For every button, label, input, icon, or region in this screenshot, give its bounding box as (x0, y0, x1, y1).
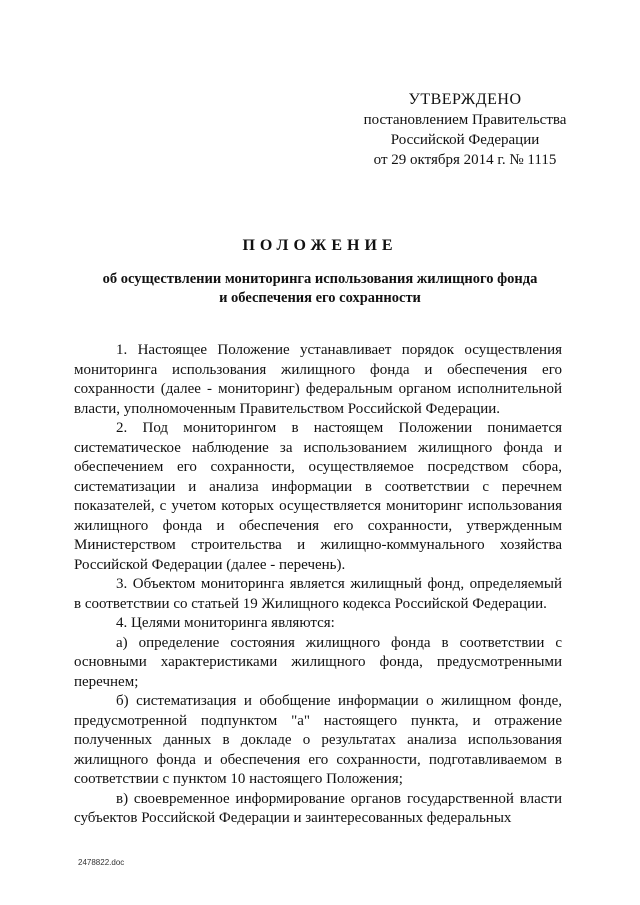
paragraph-2: 2. Под мониторингом в настоящем Положении понимается систематическое наблюдение за использованием жилищного фонда и обеспечением его сохранности, осуществляемое посредством сбора, систематизации и анализа информации в соответствии с перечнем показателей, с учетом которых осуществляется мониторинг использования жилищного фонда и обеспечения его сохранности, утвержденным Министерством строительства и жилищно-коммунального хозяйства Российской Федерации (далее - перечень). (74, 420, 562, 573)
document-title: ПОЛОЖЕНИЕ (242, 237, 398, 254)
paragraph-3: 3. Объектом мониторинга является жилищный фонд, определяемый в соответствии со статьей 19 Жилищного кодекса Российской Федерации. (74, 576, 562, 612)
subtitle-line-1: об осуществлении мониторинга использования жилищного фонда (102, 271, 538, 287)
document-subtitle (60, 270, 580, 308)
approval-line-federation: Российской Федерации (390, 132, 540, 148)
paragraph-4a: а) определение состояния жилищного фонда в соответствии с основными характеристиками жилищного фонда, предусмотренными перечнем; (74, 634, 562, 690)
subtitle-line-2: и обеспечения его сохранности (219, 290, 421, 306)
paragraph-1: 1. Настоящее Положение устанавливает порядок осуществления мониторинга использования жилищного фонда и обеспечения его сохранности (далее - мониторинг) федеральным органом исполнительной власти, уполномоченным Правительством Российской Федерации. (74, 342, 562, 417)
footer-filename: 2478822.doc (78, 858, 125, 867)
document-body (74, 341, 562, 829)
approval-title: УТВЕРЖДЕНО (408, 91, 522, 108)
paragraph-4b: б) систематизация и обобщение информации о жилищном фонде, предусмотренной подпунктом "а" настоящего пункта, и отражение полученных данных в докладе о результатах анализа использования жилищного фонда и обеспечения его сохранности, подготавливаемом в соответствии с пунктом 10 настоящего Положения; (74, 693, 562, 787)
approval-line-date-number: от 29 октября 2014 г. № 1115 (373, 152, 557, 168)
approval-block (320, 90, 610, 170)
paragraph-4: 4. Целями мониторинга являются: (116, 615, 335, 631)
paragraph-4c: в) своевременное информирование органов государственной власти субъектов Российской Федерации и заинтересованных федеральных (74, 790, 562, 826)
approval-line-resolution: постановлением Правительства (363, 112, 567, 128)
